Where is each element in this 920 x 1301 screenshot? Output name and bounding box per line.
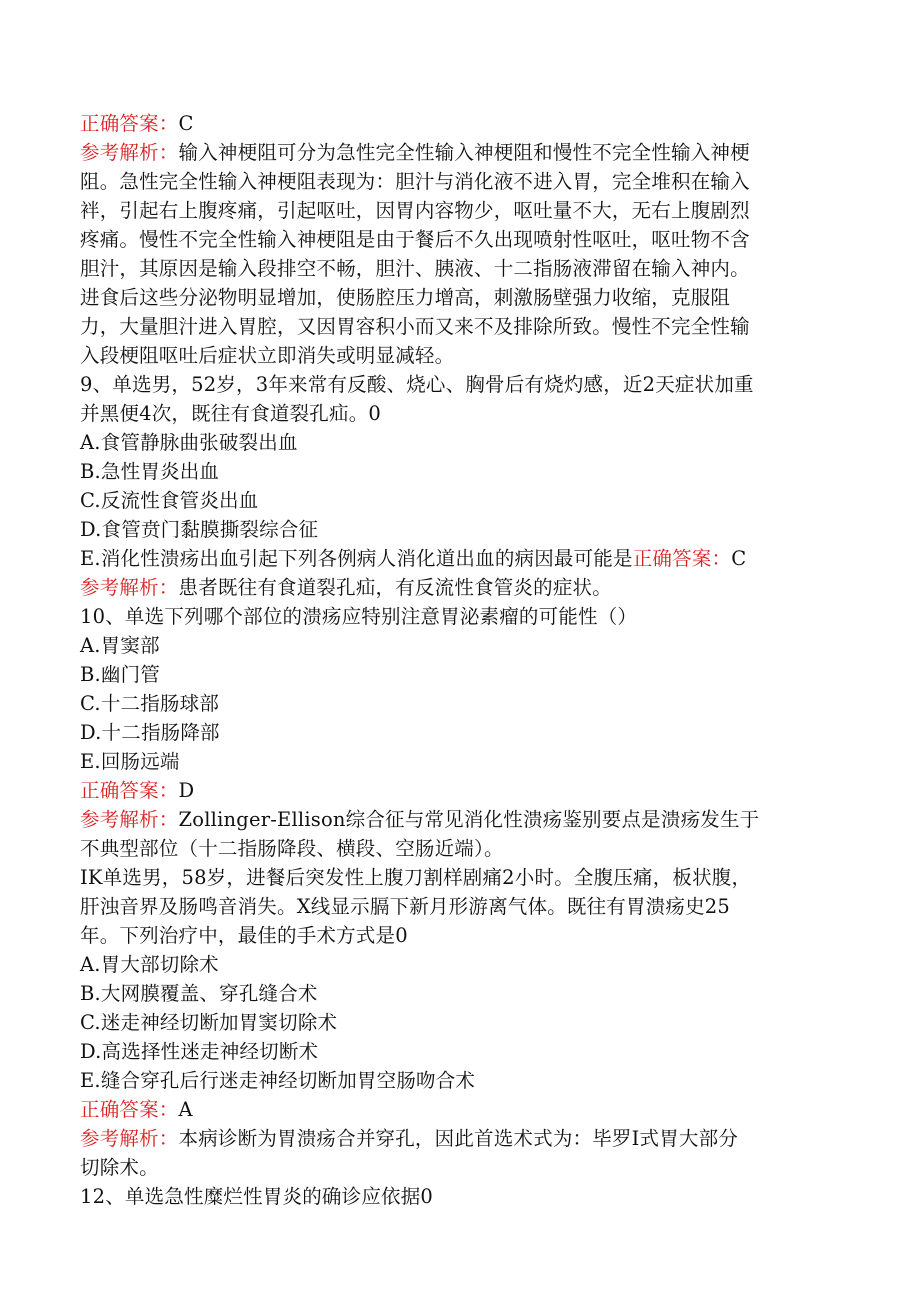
answer-value: A (178, 1098, 193, 1121)
document-page (80, 109, 830, 1211)
text-line: 不典型部位（十二指肠降段、横段、空肠近端）。 (80, 837, 504, 860)
option-d: D.十二指肠降部 (80, 721, 220, 744)
option-c: C.十二指肠球部 (80, 692, 220, 715)
text-line: 阻。急性完全性输入神梗阻表现为：胆汁与消化液不进入胃，完全堆积在输入 (80, 170, 750, 193)
question-11: IK单选男，58岁，进餐后突发性上腹刀割样剧痛2小时。全腹压痛，板状腹， (80, 866, 752, 889)
text-line: 疼痛。慢性不完全性输入神梗阻是由于餐后不久出现喷射性呕吐，呕吐物不含 (80, 228, 750, 251)
analysis-line (80, 573, 830, 602)
analysis-line (80, 805, 830, 834)
option-c: C.反流性食管炎出血 (80, 489, 259, 512)
question-9-cont: 并黑便4次，既往有食道裂孔疝。0 (80, 402, 382, 425)
option-b: B.急性胃炎出血 (80, 460, 220, 483)
answer-label: 正确答案： (80, 1098, 179, 1121)
text-line: 切除术。 (80, 1156, 159, 1179)
analysis-text: 本病诊断为胃溃疡合并穿孔，因此首选术式为：毕罗I式胃大部分 (178, 1127, 739, 1150)
option-d: D.高选择性迷走神经切断术 (80, 1040, 319, 1063)
analysis-text: Zollinger-Ellison综合征与常见消化性溃疡鉴别要点是溃疡发生于 (178, 808, 760, 831)
analysis-text: 输入神梗阻可分为急性完全性输入神梗阻和慢性不完全性输入神梗 (178, 141, 750, 164)
option-b: B.大网膜覆盖、穿孔缝合术 (80, 982, 318, 1005)
analysis-line (80, 138, 830, 167)
option-e: E.缝合穿孔后行迷走神经切断加胃空肠吻合术 (80, 1069, 476, 1092)
answer-label: 正确答案： (632, 547, 732, 570)
analysis-line (80, 1124, 830, 1153)
analysis-label: 参考解析： (80, 1127, 179, 1150)
question-12: 12、单选急性糜烂性胃炎的确诊应依据0 (80, 1185, 434, 1208)
question-9: 9、单选男，52岁，3年来常有反酸、烧心、胸骨后有烧灼感，近2天症状加重 (80, 373, 754, 396)
answer-line (80, 109, 830, 138)
analysis-label: 参考解析： (80, 141, 179, 164)
question-10: 10、单选下列哪个部位的溃疡应特别注意胃泌素瘤的可能性（） (80, 605, 638, 628)
option-a: A.食管静脉曲张破裂出血 (80, 431, 298, 454)
text-line: 力，大量胆汁进入胃腔，又因胃容积小而又来不及排除所致。慢性不完全性输 (80, 315, 750, 338)
answer-line (80, 1095, 830, 1124)
text-line: 袢，引起右上腹疼痛，引起呕吐，因胃内容物少，呕吐量不大，无右上腹剧烈 (80, 199, 750, 222)
analysis-text: 患者既往有食道裂孔疝，有反流性食管炎的症状。 (178, 576, 612, 599)
option-e (80, 544, 830, 573)
option-e-text: E.消化性溃疡出血引起下列各例病人消化道出血的病因最可能是 (80, 547, 633, 570)
text-line: 胆汁，其原因是输入段排空不畅，胆汁、胰液、十二指肠液滞留在输入神内。 (80, 257, 750, 280)
option-a: A.胃窦部 (80, 634, 160, 657)
answer-value: C (731, 547, 747, 570)
option-a: A.胃大部切除术 (80, 953, 219, 976)
answer-line (80, 776, 830, 805)
option-c: C.迷走神经切断加胃窦切除术 (80, 1011, 338, 1034)
answer-value: C (178, 112, 194, 135)
text-line: 进食后这些分泌物明显增加，使肠腔压力增高，刺激肠壁强力收缩，克服阻 (80, 286, 731, 309)
text-line: 入段梗阻呕吐后症状立即消失或明显减轻。 (80, 344, 455, 367)
option-b: B.幽门管 (80, 663, 161, 686)
question-11-cont: 年。下列治疗中，最佳的手术方式是0 (80, 924, 408, 947)
option-d: D.食管贲门黏膜撕裂综合征 (80, 518, 319, 541)
answer-label: 正确答案： (80, 779, 179, 802)
question-11-cont: 肝浊音界及肠鸣音消失。X线显示膈下新月形游离气体。既往有胃溃疡史25 (80, 895, 730, 918)
option-e: E.回肠远端 (80, 750, 180, 773)
analysis-label: 参考解析： (80, 576, 179, 599)
answer-value: D (178, 779, 195, 802)
analysis-label: 参考解析： (80, 808, 179, 831)
answer-label: 正确答案： (80, 112, 179, 135)
